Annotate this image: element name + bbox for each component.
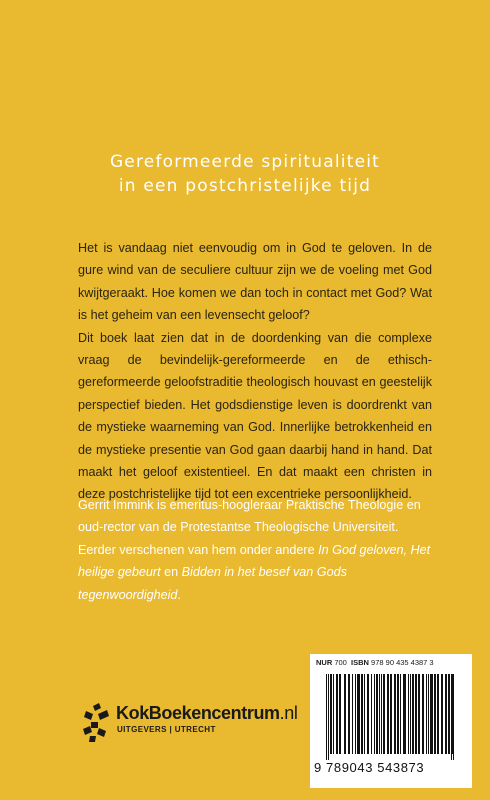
barcode-bar [371,674,372,754]
barcode-bar [451,674,452,760]
barcode-bar [428,674,429,754]
bio-book-title-2: Bidden in het besef van Gods tegenwoordigheid [78,565,347,602]
subtitle-line-2: in een postchristelijke tijd [118,176,372,196]
barcode-bar [410,674,411,754]
barcode-bar [344,674,346,754]
barcode-bar [437,674,439,754]
barcode-bar [381,674,382,754]
barcode-bar [367,674,369,754]
barcode-bar [355,674,356,754]
barcode-bar [397,674,399,754]
barcode-bar [379,674,380,754]
bio-connector: en [160,565,182,580]
barcode-digits: 9 789043 543873 [314,760,425,775]
barcode-bar [448,674,450,754]
barcode-bar [430,674,433,754]
barcode-bar [400,674,401,754]
bio-intro: Gerrit Immink is emeritus-hoogleraar Praktische Theologie en oud-rector van de Protestantse Theologische Universiteit. Eerder verschenen van hem onder andere [78,498,421,557]
barcode-bar [441,674,443,754]
kokboekencentrum-x-mark-icon [80,702,110,742]
blurb-paragraph-1: Het is vandaag niet eenvoudig om in God te geloven. In de gure wind van de seculiere cultuur zijn we de voeling met God kwijtgeraakt. Hoe komen we dan toch in contact met God? Wat is het geheim van een levensecht geloof? [78,241,432,323]
barcode-bar [426,674,427,754]
barcode-bar [328,674,329,760]
barcode-bar [326,674,327,760]
author-bio [78,494,432,606]
barcode-bar [333,674,334,754]
barcode-bar [348,674,350,754]
barcode-bar [374,674,375,754]
barcode-bar [422,674,424,754]
barcode-panel [310,654,472,788]
barcode-bar [361,674,363,754]
barcode-bar [394,674,396,754]
barcode-bar [339,674,341,754]
barcode-bar [364,674,365,754]
barcode-bar [387,674,389,754]
subtitle-line-1: Gereformeerde spiritualiteit [109,152,381,172]
barcode-bar [330,674,332,754]
publisher-logo [80,700,300,744]
barcode-bar [336,674,338,754]
barcode-bar [403,674,406,754]
publisher-name: KokBoekencentrum.nl [116,703,298,723]
bio-end: . [177,587,181,602]
blurb-paragraph-2: Dit boek laat zien dat in de doordenking van die complexe vraag de bevindelijk-gereformeerde en de ethisch-gereformeerde geloofstraditie theologisch houvast en geestelijk perspectief bieden. Het godsdienstige leven is doordrenkt van de mystieke waarneming van God. Innerlijke betrokkenheid en de mystieke presentie van God gaan daarbij hand in hand. Dat maakt het geloof existentieel. En dat maakt een christen in deze postchristelijke tijd tot een excentrieke persoonlijkheid. [78,330,432,502]
nur-isbn-line: NUR 700 ISBN 978 90 435 4387 3 [316,658,434,667]
barcode-bar [415,674,417,754]
barcode-bar [352,674,353,754]
barcode-bar [453,674,454,760]
bio-book-title-1: In God geloven, Het heilige gebeurt [78,542,431,580]
blurb-text [78,237,432,506]
barcode-bar [408,674,409,754]
barcode-bar [412,674,414,754]
barcode-bar [376,674,378,754]
barcode-bar [434,674,436,754]
isbn-barcode [324,674,458,760]
barcode-bar [383,674,385,754]
barcode-bar [357,674,360,754]
publisher-tagline: UITGEVERS | UTRECHT [117,725,216,734]
barcode-bar [445,674,447,754]
barcode-bar [390,674,392,754]
barcode-bar [418,674,420,754]
